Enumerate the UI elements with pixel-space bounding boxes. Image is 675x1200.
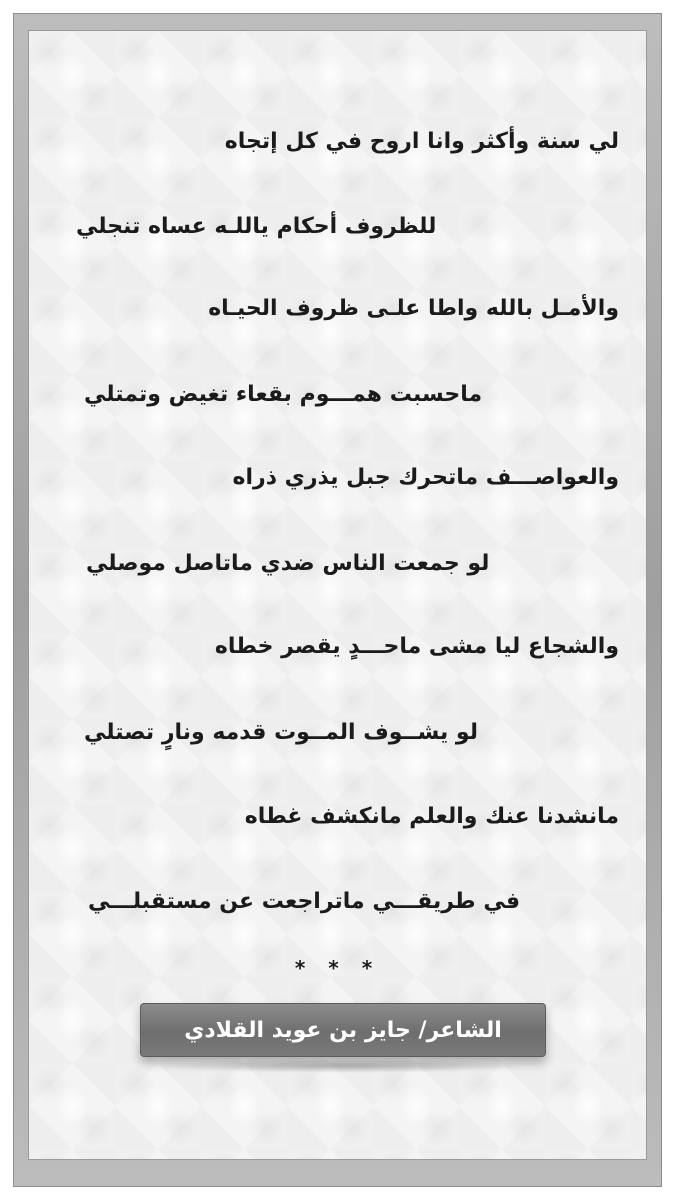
verse-line-8: لو يشــوف المــوت قدمه ونارٍ تصتلي (84, 720, 478, 745)
verse-line-7: والشجاع ليا مشى ماحـــدٍ يقصر خطاه (214, 634, 619, 659)
poet-name: الشاعر/ جايز بن عويد القلادي (184, 1017, 502, 1043)
verse-line-1: لي سنة وأكثر وانا اروح في كل إتجاه (224, 129, 619, 154)
poet-badge (140, 1003, 546, 1057)
verse-line-6: لو جمعت الناس ضدي ماتاصل موصلي (86, 551, 490, 576)
verse-line-4: ماحسبت همـــوم بقعاء تغيض وتمتلي (84, 382, 483, 407)
verse-line-10: في طريقـــي ماتراجعت عن مستقبلـــي (88, 889, 520, 914)
verse-line-3: والأمـل بالله واطا علـى ظروف الحيـاه (208, 296, 619, 321)
verse-separator: * * * (294, 956, 381, 980)
poet-signature (140, 1003, 546, 1057)
poet-badge-shadow (160, 1059, 526, 1073)
verse-line-5: والعواصـــف ماتحرك جبل يذري ذراه (232, 465, 619, 490)
verse-line-9: مانشدنا عنك والعلم مانكشف غطاه (244, 804, 619, 829)
verse-line-2: للظروف أحكام ياللـه عساه تنجلي (76, 214, 437, 239)
poem-card (28, 30, 647, 1160)
